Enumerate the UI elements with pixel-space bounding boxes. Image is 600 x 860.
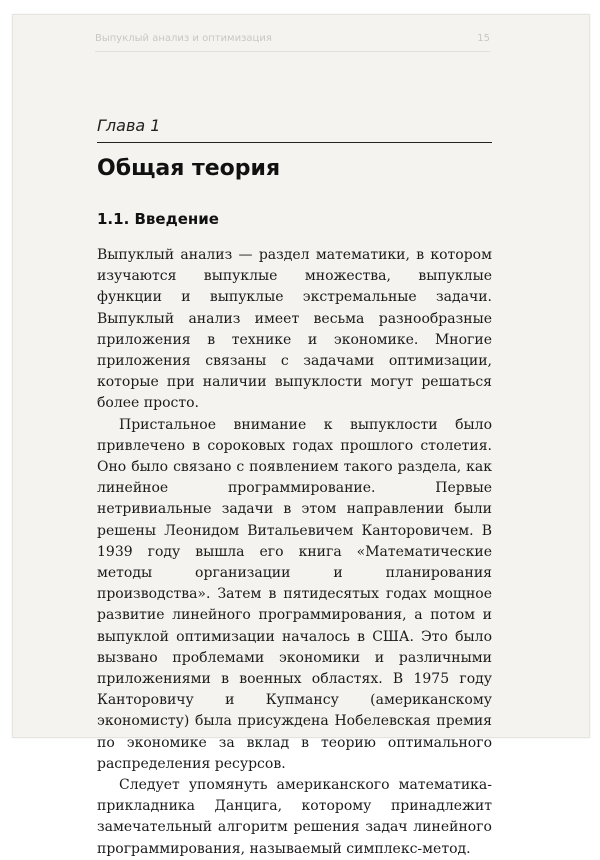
paragraph-3: Следует упомянуть американского математика-прикладника Данцига, которому принадлежит замечательный алгоритм решения задач линейного программирования, называемый симплекс-метод. <box>97 777 492 857</box>
chapter-label: Глава 1 <box>97 116 161 135</box>
running-head <box>95 30 490 48</box>
paragraph-1: Выпуклый анализ — раздел математики, в котором изучаются выпуклые множества, выпуклые функции и выпуклые экстремальные задачи. Выпуклый анализ имеет весьма разнообразные приложения в технике и экономике. Многие приложения связаны с задачами оптимизации, которые при наличии выпуклости могут решаться более просто. <box>97 247 492 412</box>
paragraph-2: Пристальное внимание к выпуклости было привлечено в сороковых годах прошлого столетия. Оно было связано с появлением такого раздела, как линейное программирование. Первые нетривиальные задачи в этом направлении были решены Леонидом Витальевичем Канторовичем. В 1939 году вышла его книга «Математические методы организации и планирования производства». Затем в пятидесятых годах мощное развитие линейного программирования, а потом и выпуклой оптимизации началось в США. Это было вызвано проблемами экономики и различными приложениями в военных областях. В 1975 году Канторовичу и Купмансу (американскому экономисту) была присуждена Нобелевская премия по экономике за вклад в теорию оптимального распределения ресурсов. <box>97 416 492 772</box>
chapter-title: Общая теория <box>97 156 281 181</box>
chapter-divider <box>97 142 492 143</box>
page-number: 15 <box>477 33 490 44</box>
running-head-title: Выпуклый анализ и оптимизация <box>95 33 272 44</box>
body-text <box>97 245 492 860</box>
running-head-rule <box>95 51 490 52</box>
section-title: 1.1. Введение <box>97 210 219 228</box>
